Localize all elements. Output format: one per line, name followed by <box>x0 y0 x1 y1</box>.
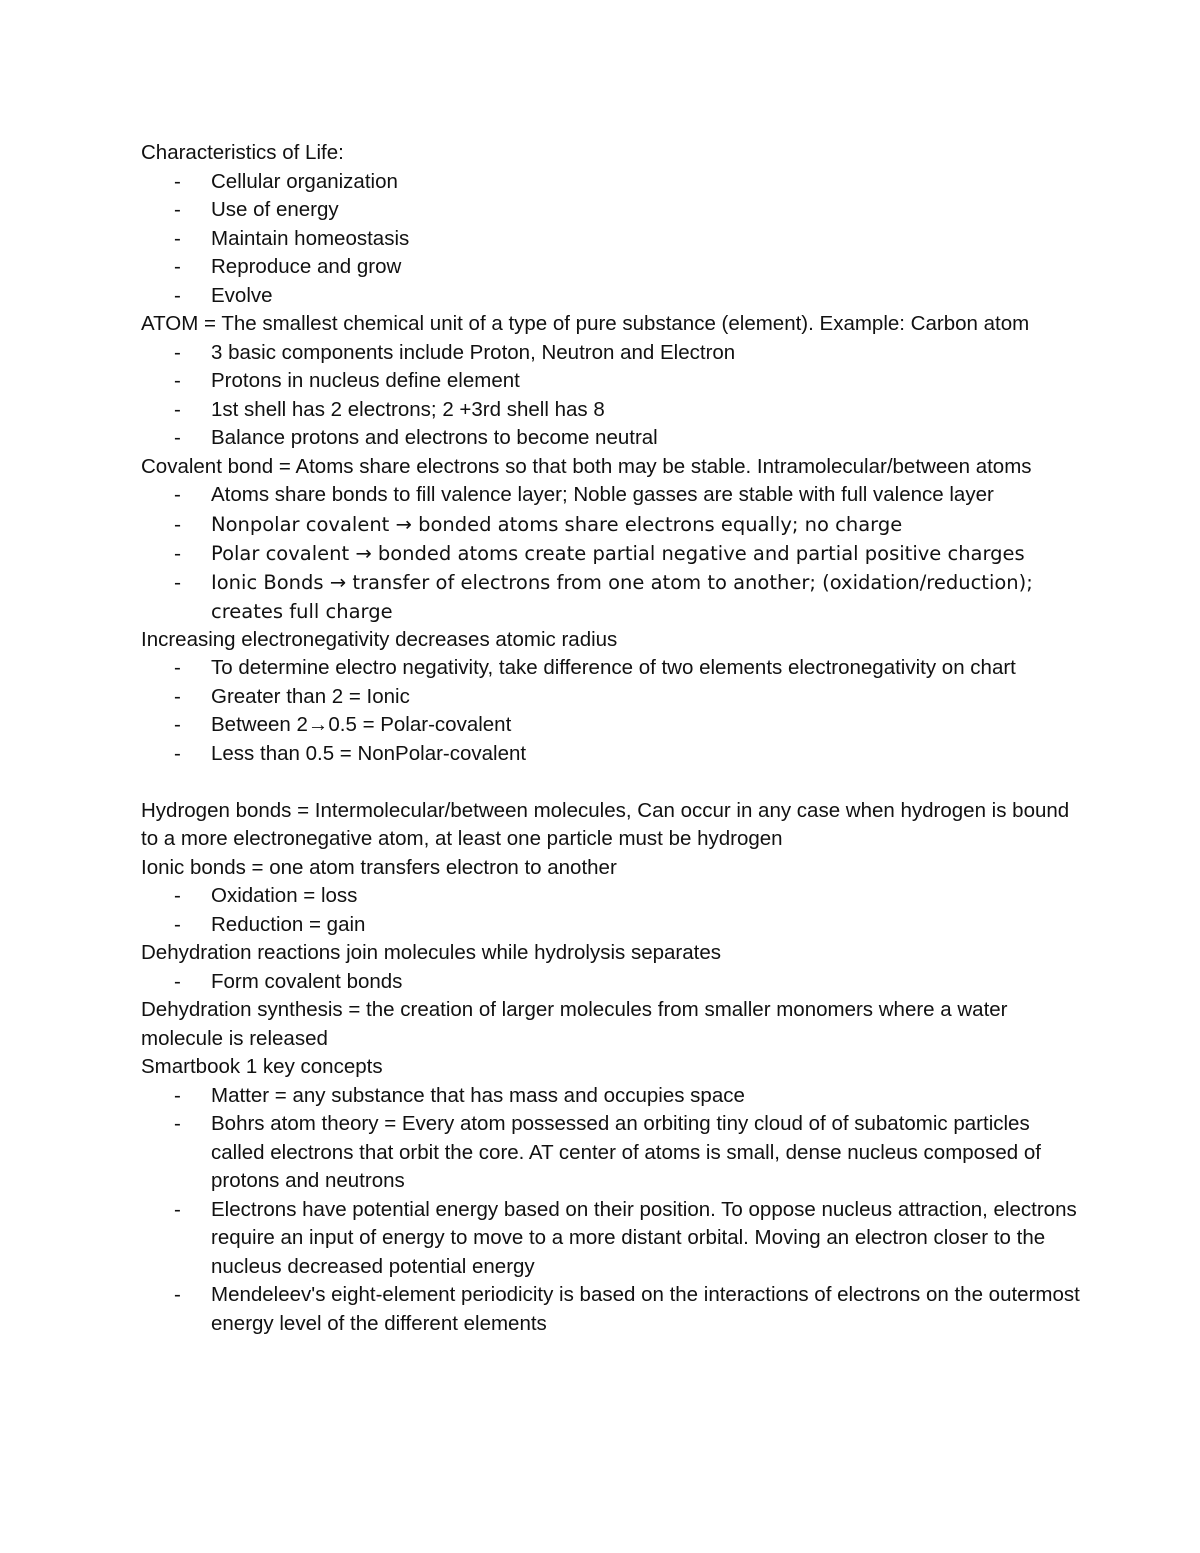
list-item: - Balance protons and electrons to become neutral <box>211 424 1086 453</box>
list-item: - Maintain homeostasis <box>211 225 1086 254</box>
list-item: - Greater than 2 = Ionic <box>211 683 1086 712</box>
smartbook-list <box>141 1082 1086 1339</box>
list-item: - Oxidation = loss <box>211 882 1086 911</box>
electronegativity-heading: Increasing electronegativity decreases atomic radius <box>141 627 618 651</box>
covalent-list <box>141 481 1086 626</box>
list-item: - Nonpolar covalent → bonded atoms share electrons equally; no charge <box>211 510 1086 539</box>
list-item: - Bohrs atom theory = Every atom possessed an orbiting tiny cloud of of subatomic particles called electrons that orbit the core. AT center of atoms is small, dense nucleus composed of protons and neutrons <box>211 1110 1086 1196</box>
list-item: - Atoms share bonds to fill valence layer; Noble gasses are stable with full valence layer <box>211 481 1086 510</box>
list-item: - 3 basic components include Proton, Neutron and Electron <box>211 339 1086 368</box>
list-item: - Use of energy <box>211 196 1086 225</box>
ionic-list <box>141 882 1086 939</box>
characteristics-list <box>141 168 1086 311</box>
list-item: - Polar covalent → bonded atoms create partial negative and partial positive charges <box>211 539 1086 568</box>
dehydration-list <box>141 968 1086 997</box>
list-item: - Less than 0.5 = NonPolar-covalent <box>211 740 1086 769</box>
blank-line <box>141 768 1086 797</box>
list-item: - Matter = any substance that has mass and occupies space <box>211 1082 1086 1111</box>
list-item: - Reproduce and grow <box>211 253 1086 282</box>
list-item: - Protons in nucleus define element <box>211 367 1086 396</box>
atom-heading: ATOM = The smallest chemical unit of a type of pure substance (element). Example: Carbon atom <box>141 312 1030 335</box>
ionic-heading: Ionic bonds = one atom transfers electron to another <box>141 855 617 879</box>
hydrogen-heading: Hydrogen bonds = Intermolecular/between molecules, Can occur in any case when hydrogen is bound to a more electronegative atom, at least one particle must be hydrogen <box>141 798 1070 850</box>
synthesis-heading: Dehydration synthesis = the creation of larger molecules from smaller monomers where a water molecule is released <box>141 998 1008 1050</box>
list-item: - Reduction = gain <box>211 911 1086 940</box>
list-item: - To determine electro negativity, take difference of two elements electronegativity on chart <box>211 654 1086 683</box>
list-item: - Cellular organization <box>211 168 1086 197</box>
document-body <box>141 139 1086 1338</box>
dehydration-heading: Dehydration reactions join molecules while hydrolysis separates <box>141 941 721 964</box>
list-item: - Between 2→0.5 = Polar-covalent <box>211 711 1086 740</box>
smartbook-heading: Smartbook 1 key concepts <box>141 1055 383 1078</box>
covalent-heading: Covalent bond = Atoms share electrons so that both may be stable. Intramolecular/between atoms <box>141 454 1032 478</box>
list-item: - 1st shell has 2 electrons; 2 +3rd shell has 8 <box>211 396 1086 425</box>
list-item: - Form covalent bonds <box>211 968 1086 997</box>
list-item: - Mendeleev's eight-element periodicity is based on the interactions of electrons on the outermost energy level of the different elements <box>211 1281 1086 1338</box>
characteristics-heading: Characteristics of Life: <box>141 141 344 164</box>
list-item: - Evolve <box>211 282 1086 311</box>
list-item: - Ionic Bonds → transfer of electrons from one atom to another; (oxidation/reduction); creates full charge <box>211 568 1086 626</box>
electronegativity-list <box>141 654 1086 768</box>
atom-list <box>141 339 1086 453</box>
list-item: - Electrons have potential energy based on their position. To oppose nucleus attraction, electrons require an input of energy to move to a more distant orbital. Moving an electron closer to the nucleus decreased potential energy <box>211 1196 1086 1282</box>
